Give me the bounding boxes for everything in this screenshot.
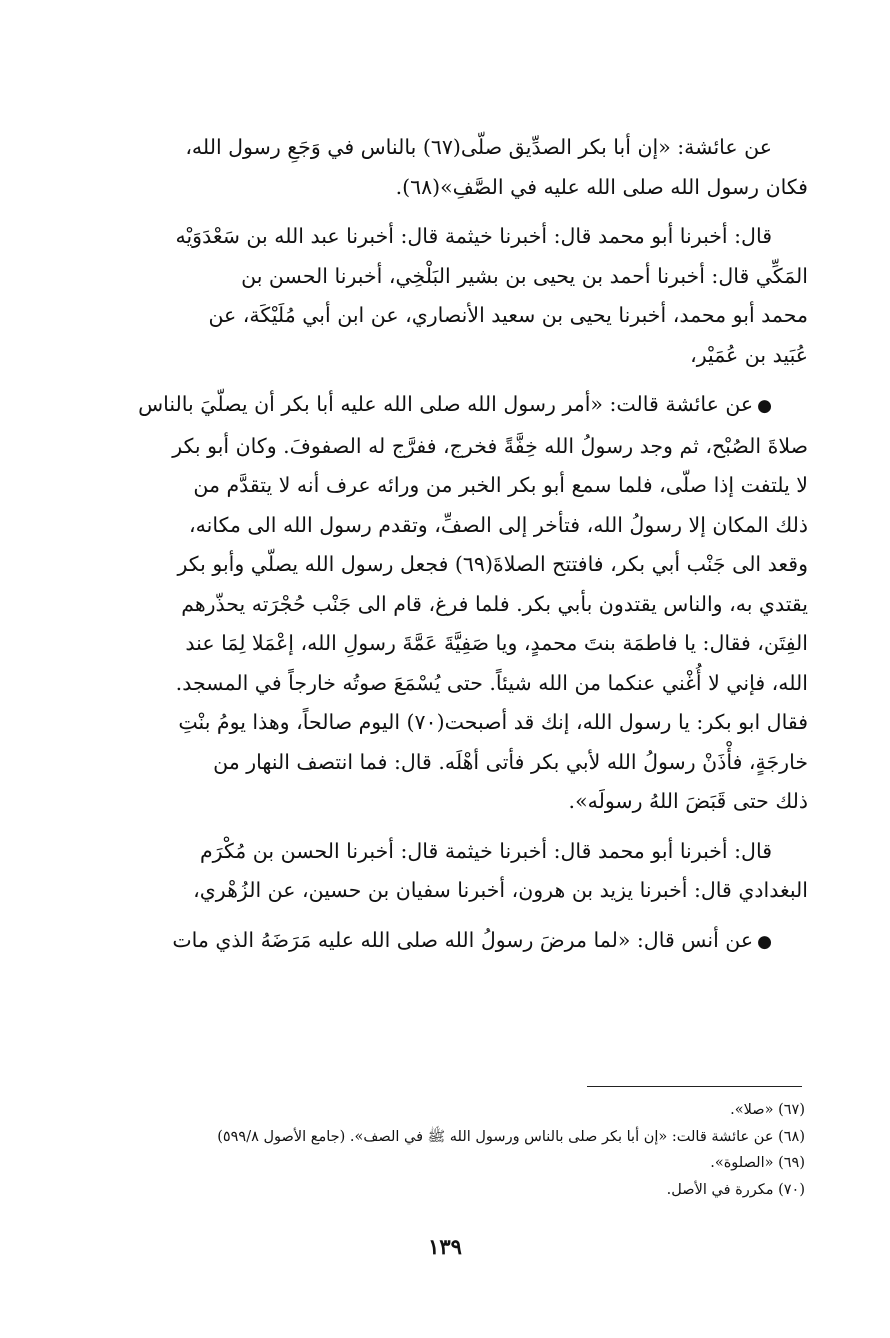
footnote: (٦٧) «صلا». <box>730 1102 805 1118</box>
text-line <box>125 624 808 664</box>
text-line <box>125 296 808 336</box>
text-line <box>125 506 808 546</box>
text-line <box>125 466 808 506</box>
text-line <box>125 385 808 427</box>
text-line-content: عن عائشة قالت: «أمر رسول الله صلى الله عليه أبا بكر أن يصلّيَ بالناس <box>138 392 754 416</box>
text-line <box>125 257 808 297</box>
text-line-content: ذلك حتى قَبَضَ اللهُ رسولَه». <box>568 789 808 813</box>
text-line-content: الفِتَن، فقال: يا فاطمَة بنتَ محمدٍ، ويا صَفِيَّةَ عَمَّةَ رسولِ الله، إعْمَلا لِمَا عند <box>185 631 808 655</box>
bullet-icon: ● <box>757 396 772 416</box>
text-line-content: عُبَيد بن عُمَيْر، <box>690 342 808 367</box>
text-line <box>125 427 808 467</box>
text-line-content: قال: أخبرنا أبو محمد قال: أخبرنا خيثمة قال: أخبرنا الحسن بن مُكْرَم <box>199 838 772 863</box>
text-line <box>125 871 808 911</box>
page-number: ١٣٩ <box>428 1234 462 1259</box>
text-line <box>125 585 808 625</box>
text-line-content: فقال ابو بكر: يا رسول الله، إنك قد أصبحت(٧٠) اليوم صالحاً، وهذا يومُ بنْتِ <box>178 710 808 734</box>
text-line-content: ذلك المكان إلا رسولُ الله، فتأخر إلى الصفِّ، وتقدم رسول الله الى مكانه، <box>189 512 808 537</box>
text-line <box>125 168 808 208</box>
text-line <box>125 832 808 872</box>
text-line <box>125 703 808 743</box>
footnote: (٧٠) مكررة في الأصل. <box>666 1181 805 1198</box>
text-line <box>125 336 808 376</box>
text-line <box>125 545 808 585</box>
text-line <box>125 664 808 704</box>
text-line-content: عن أنس قال: «لما مرضَ رسولُ الله صلى الله عليه مَرَضَهُ الذي مات <box>172 927 754 952</box>
text-line-content: المَكِّي قال: أخبرنا أحمد بن يحيى بن بشير البَلْخِي، أخبرنا الحسن بن <box>241 263 808 288</box>
text-line-content: الله، فإني لا أُغْني عنكما من الله شيئاً. حتى يُسْمَعَ صوتُه خارجاً في المسجد. <box>175 670 808 695</box>
paragraph-gap <box>125 911 808 921</box>
text-line-content: عن عائشة: «إن أبا بكر الصدِّيق صلّى(٦٧) بالناس في وَجَعِ رسول الله، <box>185 135 772 159</box>
paragraph <box>125 385 808 822</box>
text-line-content: فكان رسول الله صلى الله عليه في الصَّفِ»(٦٨). <box>395 174 808 199</box>
text-line-content: قال: أخبرنا أبو محمد قال: أخبرنا خيثمة قال: أخبرنا عبد الله بن سَعْدَوَيْه <box>175 224 772 248</box>
paragraph <box>125 832 808 911</box>
footnote-separator <box>587 1086 802 1087</box>
text-line <box>125 217 808 257</box>
text-line-content: خارجَةٍ، فأْذَنْ رسولُ الله لأبي بكر فأتى أهْلَه. قال: فما انتصف النهار من <box>213 749 808 774</box>
text-line <box>125 743 808 783</box>
text-line-content: البغدادي قال: أخبرنا يزيد بن هرون، أخبرنا سفيان بن حسين، عن الزُهْري، <box>193 878 808 902</box>
paragraph-gap <box>125 822 808 832</box>
text-line <box>125 921 808 963</box>
footnotes <box>128 1097 805 1203</box>
bullet-icon: ● <box>757 931 772 952</box>
footnote: (٦٨) عن عائشة قالت: «إن أبا بكر صلى بالناس ورسول الله ﷺ في الصف». (جامع الأصول ٥٩٩/٨) <box>217 1128 805 1145</box>
paragraph-gap <box>125 375 808 385</box>
text-line-content: لا يلتفت إذا صلّى، فلما سمع أبو بكر الخبر من ورائه عرف أنه لا يتقدَّم من <box>193 473 808 497</box>
text-line-content: وقعد الى جَنْب أبي بكر، فافتتح الصلاةَ(٦٩) فجعل رسول الله يصلّي وأبو بكر <box>177 552 808 576</box>
main-text <box>125 128 808 962</box>
paragraph <box>125 128 808 207</box>
text-line-content: صلاةَ الصُبْح، ثم وجد رسولُ الله خِفَّةً فخرج، ففرَّج له الصفوفَ. وكان أبو بكر <box>172 433 808 458</box>
paragraph <box>125 921 808 963</box>
footnote: (٦٩) «الصلوة». <box>710 1155 805 1171</box>
text-line <box>125 782 808 822</box>
text-line-content: يقتدي به، والناس يقتدون بأبي بكر. فلما فرغ، قام الى جَنْب حُجْرَته يحذّرهم <box>181 591 808 616</box>
text-line <box>125 128 808 168</box>
text-line-content: محمد أبو محمد، أخبرنا يحيى بن سعيد الأنصاري، عن ابن أبي مُلَيْكَة، عن <box>208 303 808 327</box>
paragraph <box>125 217 808 375</box>
paragraph-gap <box>125 207 808 217</box>
